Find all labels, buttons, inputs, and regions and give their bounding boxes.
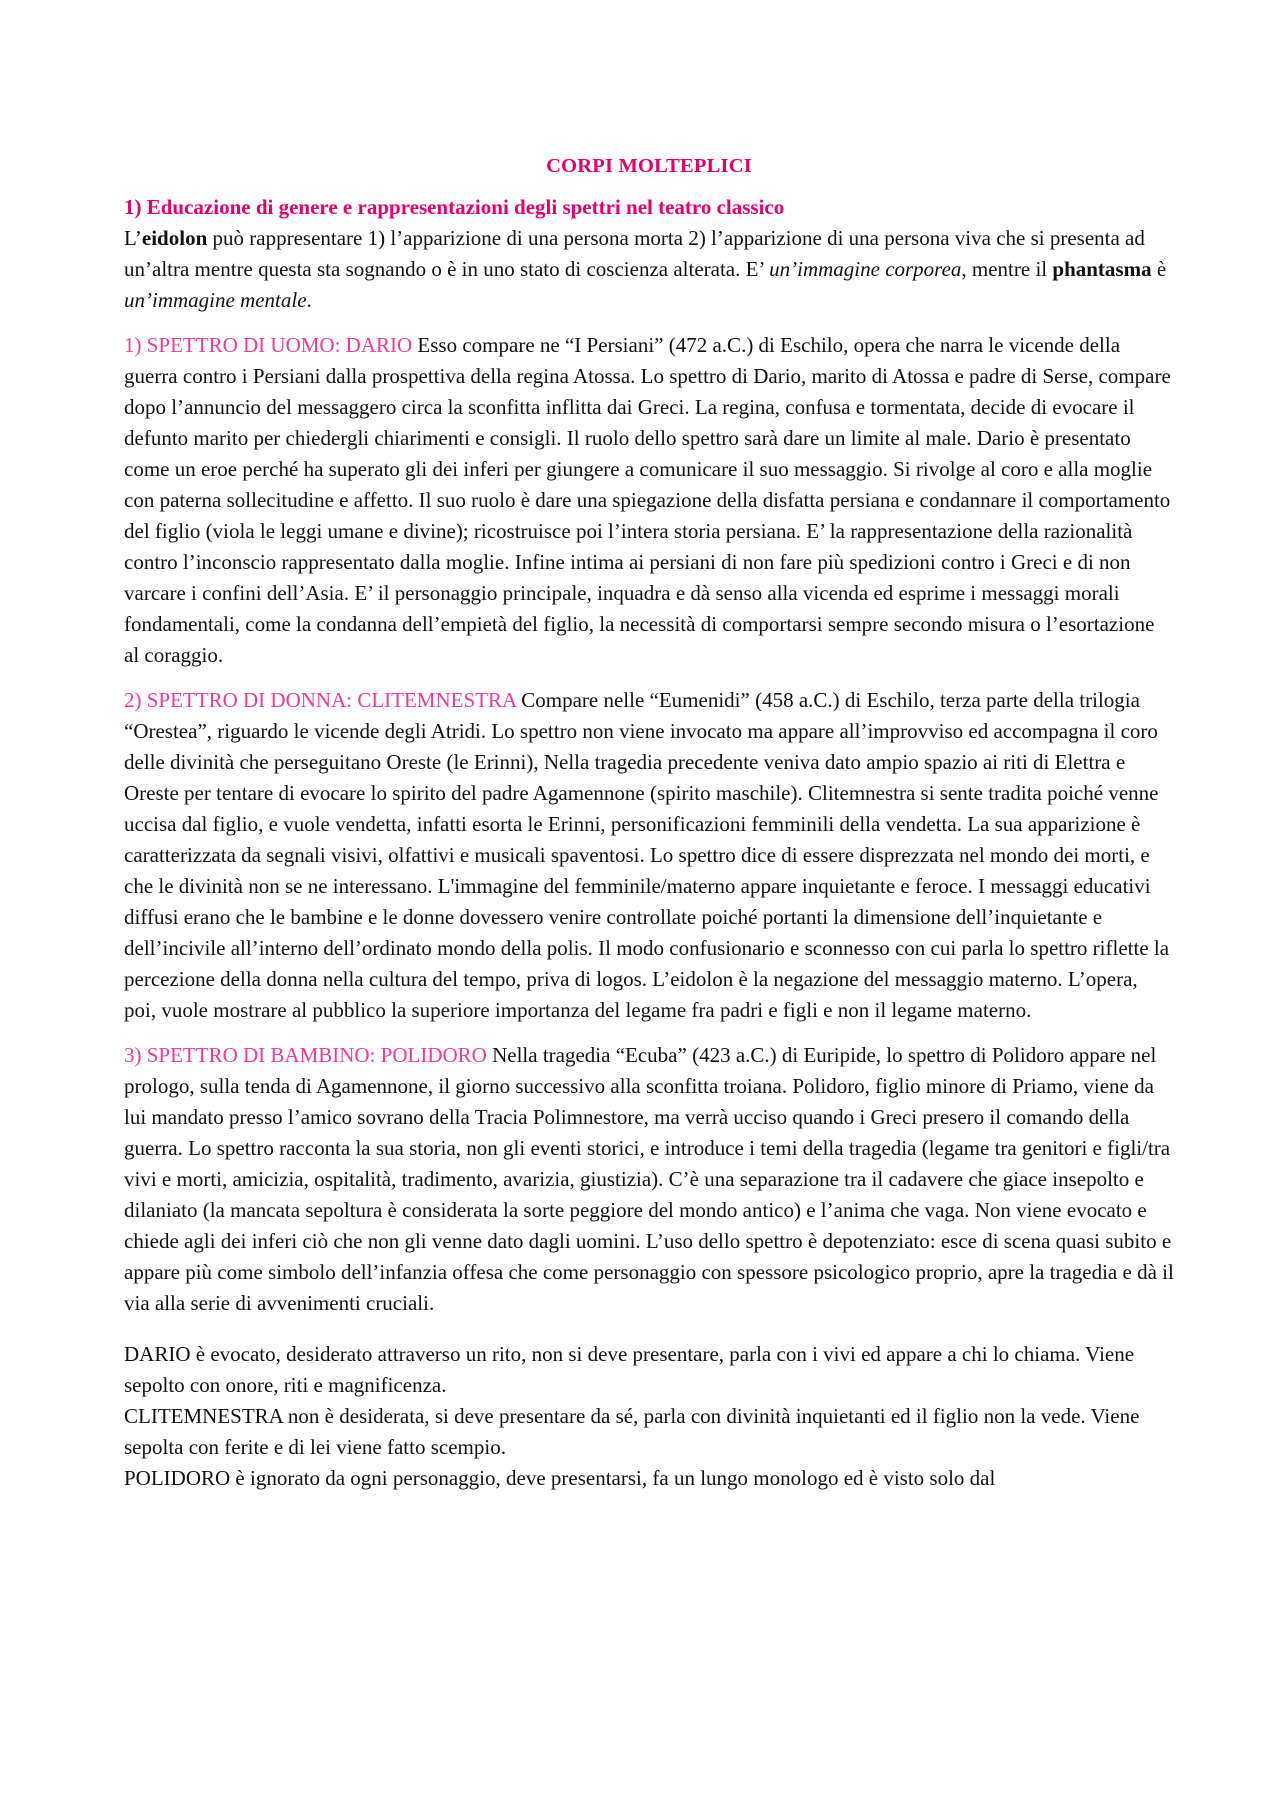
label-spettro-bambino: 3) SPETTRO DI BAMBINO: POLIDORO xyxy=(124,1043,487,1067)
label-spettro-donna: 2) SPETTRO DI DONNA: CLITEMNESTRA xyxy=(124,688,516,712)
section-heading: 1) Educazione di genere e rappresentazioni degli spettri nel teatro classico xyxy=(124,195,785,219)
term-immagine-corporea: un’immagine corporea xyxy=(769,257,962,281)
summary-clitemnestra: CLITEMNESTRA non è desiderata, si deve presentare da sé, parla con divinità inquietanti ed il figlio non la vede. Viene sepolta con ferite e di lei viene fatto scempio. xyxy=(124,1404,1140,1459)
paragraph-dario xyxy=(124,330,1174,671)
intro-text-4: è xyxy=(1151,257,1167,281)
term-eidolon: eidolon xyxy=(141,226,208,250)
dario-text: Esso compare ne “I Persiani” (472 a.C.) di Eschilo, opera che narra le vicende della guerra contro i Persiani dalla prospettiva della regina Atossa. Lo spettro di Dario, marito di Atossa e padre di Serse, compare dopo l’annuncio del messaggero circa la sconfitta inflitta dai Greci. La regina, confusa e tormentata, decide di evocare il defunto marito per chiedergli chiarimenti e consigli. Il ruolo dello spettro sarà dare un limite al male. Dario è presentato come un eroe perché ha superato gli dei inferi per giungere a comunicare il suo messaggio. Si rivolge al coro e alla moglie con paterna sollecitudine e affetto. Il suo ruolo è dare una spiegazione della disfatta persiana e condannare il comportamento del figlio (viola le leggi umane e divine); ricostruisce poi l’intera storia persiana. E’ la rappresentazione della razionalità contro l’inconscio rappresentato dalla moglie. Infine intima ai persiani di non fare più spedizioni contro i Greci e di non varcare i confini dell’Asia. E’ il personaggio principale, inquadra e dà senso alla vicenda ed esprime i messaggi morali fondamentali, come la condanna dell’empietà del figlio, la necessità di comportarsi sempre secondo misura o l’esortazione al coraggio. xyxy=(124,333,1171,667)
intro-text-3: , mentre il xyxy=(961,257,1053,281)
page-title: CORPI MOLTEPLICI xyxy=(546,155,752,177)
intro-text-5: . xyxy=(306,288,312,312)
intro-paragraph xyxy=(124,223,1174,316)
intro-text-2: può rappresentare 1) l’apparizione di una persona morta 2) l’apparizione di una persona viva che si presenta ad un’altra mentre questa sta sognando o è in uno stato di coscienza alterata. E’ xyxy=(124,226,1145,281)
clitemnestra-text: Compare nelle “Eumenidi” (458 a.C.) di Eschilo, terza parte della trilogia “Orestea”, riguardo le vicende degli Atridi. Lo spettro non viene invocato ma appare all’improvviso ed accompagna il coro delle divinità che perseguitano Oreste (le Erinni), Nella tragedia precedente veniva dato ampio spazio ai riti di Elettra e Oreste per tentare di evocare lo spirito del padre Agamennone (spirito maschile). Clitemnestra si sente tradita poiché venne uccisa dal figlio, e vuole vendetta, infatti esorta le Erinni, personificazioni femminili della vendetta. La sua apparizione è caratterizzata da segnali visivi, olfattivi e musicali spaventosi. Lo spettro dice di essere disprezzata nel mondo dei morti, e che le divinità non se ne interessano. L'immagine del femminile/materno appare inquietante e feroce. I messaggi educativi diffusi erano che le bambine e le donne dovessero venire controllate poiché portanti la dimensione dell’inquietante e dell’incivile all’interno dell’ordinato mondo della polis. Il modo confusionario e sconnesso con cui parla lo spettro riflette la percezione della donna nella cultura del tempo, priva di logos. L’eidolon è la negazione del messaggio materno. L’opera, poi, vuole mostrare al pubblico la superiore importanza del legame fra padri e figli e non il legame materno. xyxy=(124,688,1170,1022)
term-immagine-mentale: un’immagine mentale xyxy=(124,288,307,312)
document-page xyxy=(124,152,1174,1494)
paragraph-clitemnestra xyxy=(124,685,1174,1026)
polidoro-text: Nella tragedia “Ecuba” (423 a.C.) di Euripide, lo spettro di Polidoro appare nel prologo, sulla tenda di Agamennone, il giorno successivo alla sconfitta troiana. Polidoro, figlio minore di Priamo, viene da lui mandato presso l’amico sovrano della Tracia Polimnestore, ma verrà ucciso quando i Greci presero il comando della guerra. Lo spettro racconta la sua storia, non gli eventi storici, e introduce i temi della tragedia (legame tra genitori e figli/tra vivi e morti, amicizia, ospitalità, tradimento, avarizia, giustizia). C’è una separazione tra il cadavere che giace insepolto e dilaniato (la mancata sepoltura è considerata la sorte peggiore del mondo antico) e l’anima che vaga. Non viene evocato e chiede agli dei inferi ciò che non gli venne dato dagli uomini. L’uso dello spettro è depotenziato: esce di scena quasi subito e appare più come simbolo dell’infanzia offesa che come personaggio con spessore psicologico proprio, apre la tragedia e dà il via alla serie di avvenimenti cruciali. xyxy=(124,1043,1174,1315)
summary-dario: DARIO è evocato, desiderato attraverso un rito, non si deve presentare, parla con i vivi ed appare a chi lo chiama. Viene sepolto con onore, riti e magnificenza. xyxy=(124,1342,1135,1397)
intro-text-1: L’ xyxy=(124,226,142,250)
summary-polidoro: POLIDORO è ignorato da ogni personaggio, deve presentarsi, fa un lungo monologo ed è visto solo dal xyxy=(124,1466,996,1490)
label-spettro-uomo: 1) SPETTRO DI UOMO: DARIO xyxy=(124,333,413,357)
term-phantasma: phantasma xyxy=(1052,257,1152,281)
paragraph-polidoro xyxy=(124,1040,1174,1319)
